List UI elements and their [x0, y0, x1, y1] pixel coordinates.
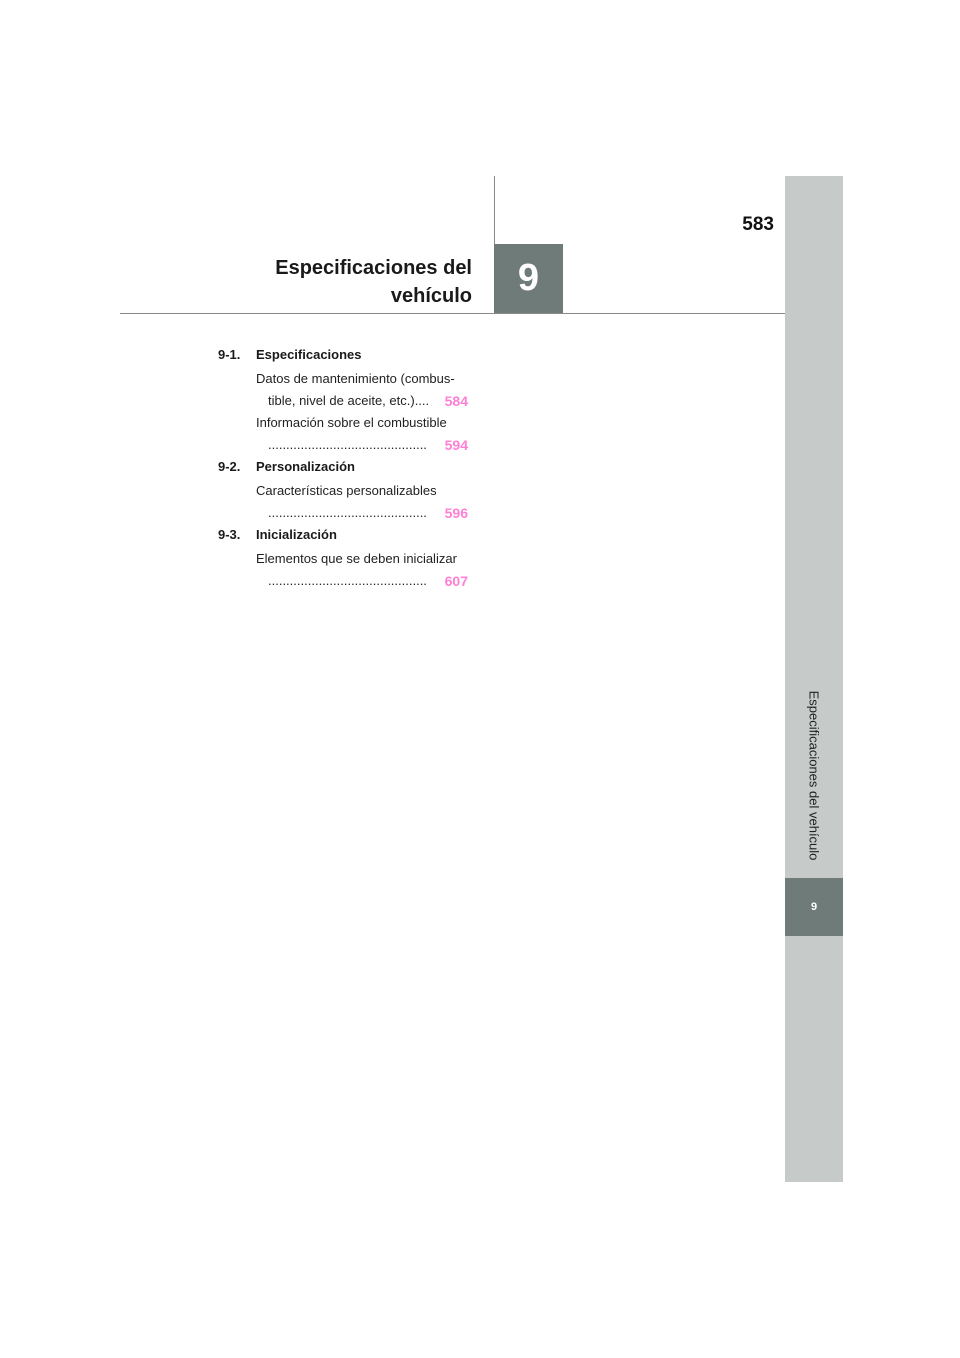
toc-entry-mantenimiento[interactable]	[256, 368, 468, 412]
toc-page-link[interactable]: 594	[444, 437, 468, 453]
toc-page-link[interactable]: 596	[444, 505, 468, 521]
table-of-contents	[218, 344, 468, 592]
toc-page-link[interactable]: 584	[444, 393, 468, 409]
toc-entry-personalizables[interactable]	[256, 480, 468, 524]
toc-page-link[interactable]: 607	[444, 573, 468, 589]
toc-section-9-2	[218, 456, 468, 478]
toc-entry-text: Elementos que se deben inicializar	[256, 551, 457, 566]
toc-entry-inicializar[interactable]	[256, 548, 468, 592]
toc-section-number: 9-2.	[218, 459, 241, 474]
chapter-title-line1: Especificaciones del	[275, 257, 472, 279]
toc-section-9-1	[218, 344, 468, 366]
side-tab	[785, 176, 843, 1182]
toc-entry-leader: ............................................	[268, 437, 427, 452]
chapter-number-box: 9	[494, 244, 563, 313]
toc-section-9-3	[218, 524, 468, 546]
toc-entry-combustible[interactable]	[256, 412, 468, 456]
toc-section-title: Inicialización	[256, 527, 337, 542]
header-vertical-rule	[494, 176, 495, 244]
toc-entry-text: Características personalizables	[256, 483, 437, 498]
header-horizontal-rule	[120, 313, 785, 314]
toc-section-title: Personalización	[256, 459, 355, 474]
toc-section-number: 9-1.	[218, 347, 241, 362]
toc-entry-leader: ............................................	[268, 573, 427, 588]
side-tab-chapter-marker[interactable]: 9	[785, 878, 843, 936]
toc-section-number: 9-3.	[218, 527, 241, 542]
chapter-title	[230, 254, 472, 310]
toc-entry-leader: ............................................	[268, 505, 427, 520]
chapter-title-line2: vehículo	[390, 285, 472, 307]
toc-section-title: Especificaciones	[256, 347, 362, 362]
toc-entry-text: Información sobre el combustible	[256, 415, 447, 430]
side-tab-label	[785, 680, 843, 870]
side-tab-label-text: Especificaciones del vehículo	[806, 690, 822, 860]
page-number: 583	[742, 214, 774, 235]
toc-entry-text: Datos de mantenimiento (combus-	[256, 371, 455, 386]
toc-entry-text-cont: tible, nivel de aceite, etc.)....	[268, 393, 430, 408]
